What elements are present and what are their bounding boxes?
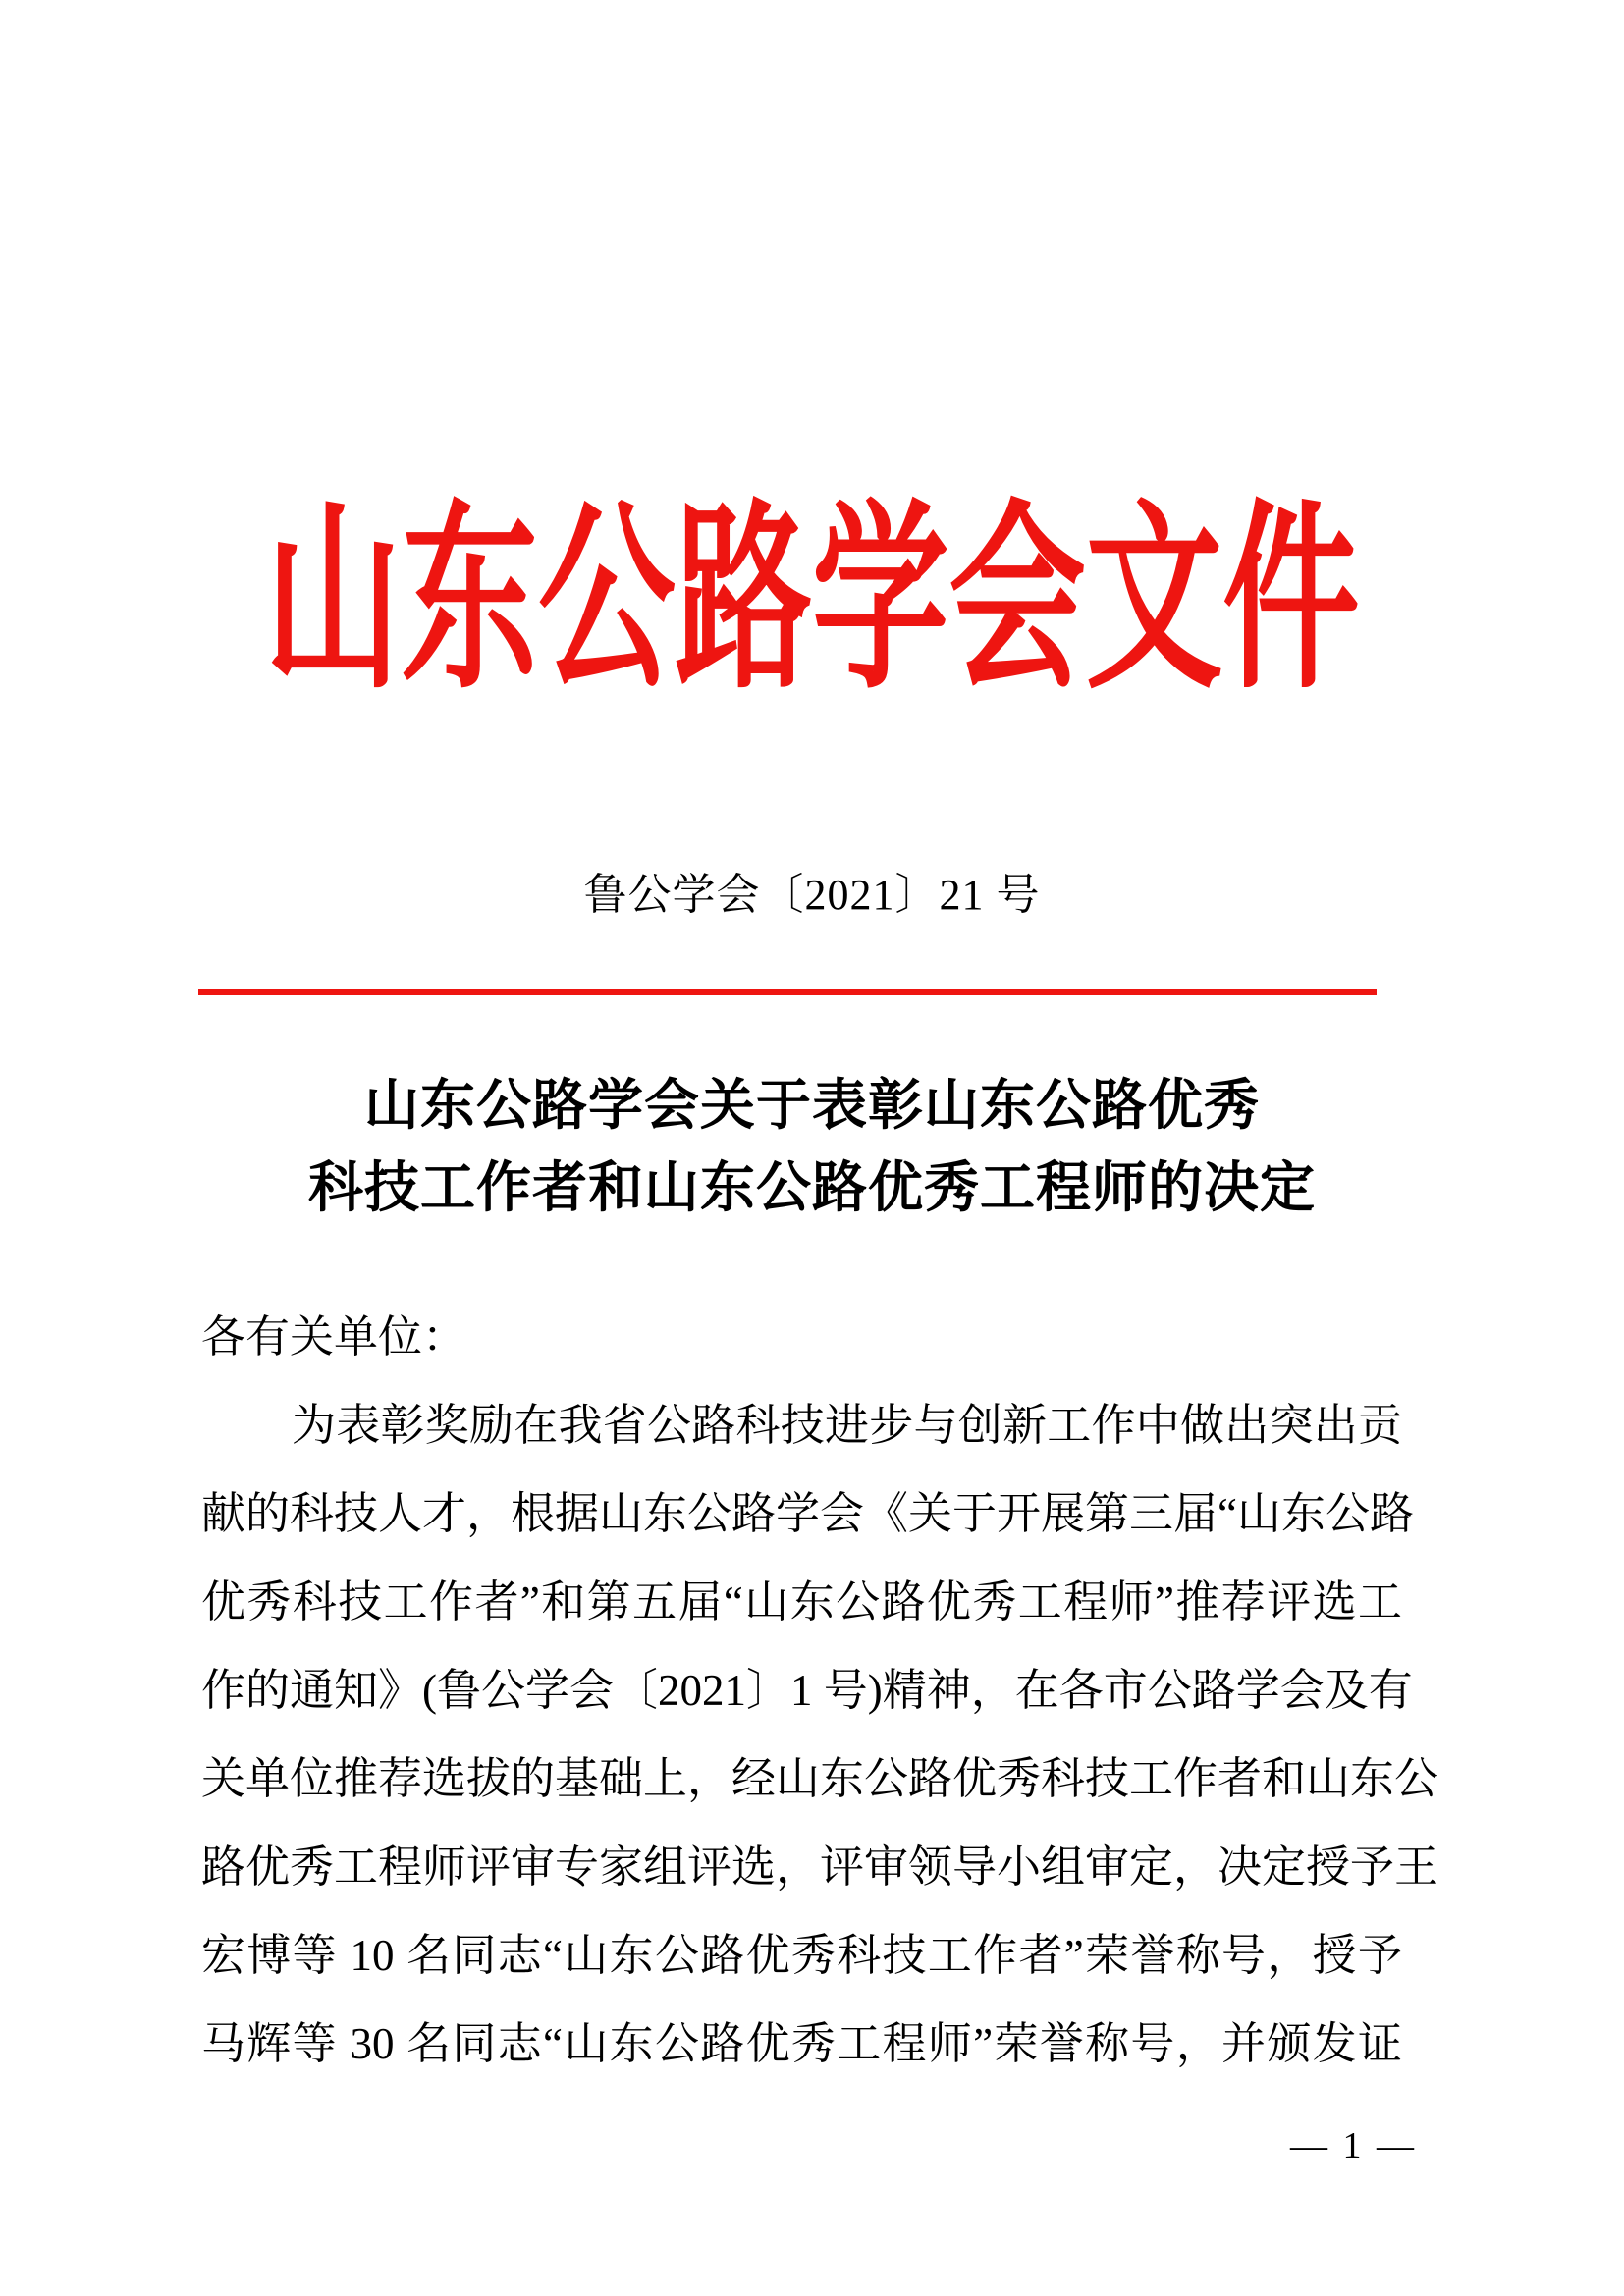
body-line: 关单位推荐选拔的基础上，经山东公路优秀科技工作者和山东公 [201,1754,1439,1803]
document-title-line-2: 科技工作者和山东公路优秀工程师的决定 [308,1158,1316,1219]
red-divider-rule [198,989,1377,995]
body-line: 马辉等 30 名同志“山东公路优秀工程师”荣誉称号，并颁发证 [201,2019,1402,2068]
body-line: 献的科技人才，根据山东公路学会《关于开展第三届“山东公路 [201,1489,1414,1538]
body-line: 作的通知》(鲁公学会〔2021〕1 号)精神，在各市公路学会及有 [201,1666,1413,1715]
body-line: 优秀科技工作者”和第五届“山东公路优秀工程师”推荐评选工 [201,1577,1402,1627]
body-line: 为表彰奖励在我省公路科技进步与创新工作中做出突出贡 [292,1401,1402,1450]
body-line: 路优秀工程师评审专家组评选，评审领导小组审定，决定授予王 [201,1842,1439,1892]
document-title [198,1065,1426,1230]
salutation-line: 各有关单位： [201,1312,467,1362]
body-line: 宏博等 10 名同志“山东公路优秀科技工作者”荣誉称号，授予 [201,1931,1402,1980]
document-body [201,1293,1439,2088]
page-number: — 1 — [1290,2125,1417,2166]
letterhead-title-row [0,490,1624,713]
letterhead-title: 山东公路学会文件 [264,490,1360,713]
document-number: 鲁公学会〔2021〕21 号 [583,871,1041,919]
document-title-line-1: 山东公路学会关于表彰山东公路优秀 [364,1076,1260,1137]
